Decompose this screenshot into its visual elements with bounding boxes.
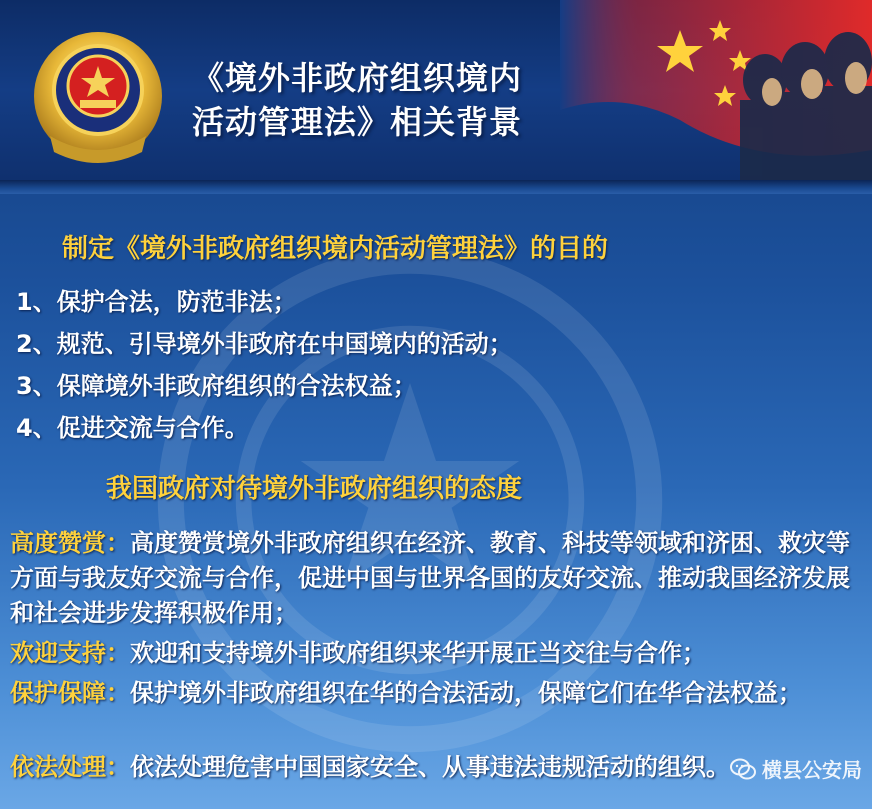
attitude-paragraph-2 xyxy=(10,636,862,671)
attitude-label-3: 保护保障： xyxy=(10,679,130,707)
flag-and-police-image xyxy=(560,0,872,180)
purpose-item-4: 4、促进交流与合作。 xyxy=(16,414,249,442)
attitude-heading: 我国政府对待境外非政府组织的态度 xyxy=(106,474,523,504)
title-line-1: 《境外非政府组织境内 xyxy=(192,59,523,97)
attitude-label-2: 欢迎支持： xyxy=(10,639,130,667)
purpose-item-3: 3、保障境外非政府组织的合法权益； xyxy=(16,372,417,400)
title-line-2: 活动管理法》相关背景 xyxy=(192,103,523,141)
attitude-text-3: 保护境外非政府组织在华的合法活动，保障它们在华合法权益； xyxy=(130,679,802,707)
header-divider xyxy=(0,180,872,194)
wechat-account-name: 横县公安局 xyxy=(762,758,862,782)
wechat-watermark xyxy=(730,754,862,783)
wechat-icon xyxy=(730,758,756,780)
purpose-item-2: 2、规范、引导境外非政府在中国境内的活动； xyxy=(16,330,513,358)
attitude-paragraph-3 xyxy=(10,676,862,711)
police-emblem-icon xyxy=(30,24,166,164)
attitude-text-4: 依法处理危害中国国家安全、从事违法违规活动的组织。 xyxy=(130,753,730,781)
attitude-text-1: 高度赞赏境外非政府组织在经济、教育、科技等领域和济困、救灾等方面与我友好交流与合作，促进中国与世界各国的友好交流、推动我国经济发展和社会进步发挥积极作用； xyxy=(10,529,850,627)
header-banner xyxy=(0,0,872,180)
purpose-item-1: 1、保护合法，防范非法； xyxy=(16,288,297,316)
attitude-label-4: 依法处理： xyxy=(10,753,130,781)
attitude-label-1: 高度赞赏： xyxy=(10,529,130,557)
attitude-paragraph-1 xyxy=(10,526,862,631)
purpose-heading: 制定《境外非政府组织境内活动管理法》的目的 xyxy=(62,234,609,264)
slide-title xyxy=(192,56,612,144)
attitude-text-2: 欢迎和支持境外非政府组织来华开展正当交往与合作； xyxy=(130,639,706,667)
